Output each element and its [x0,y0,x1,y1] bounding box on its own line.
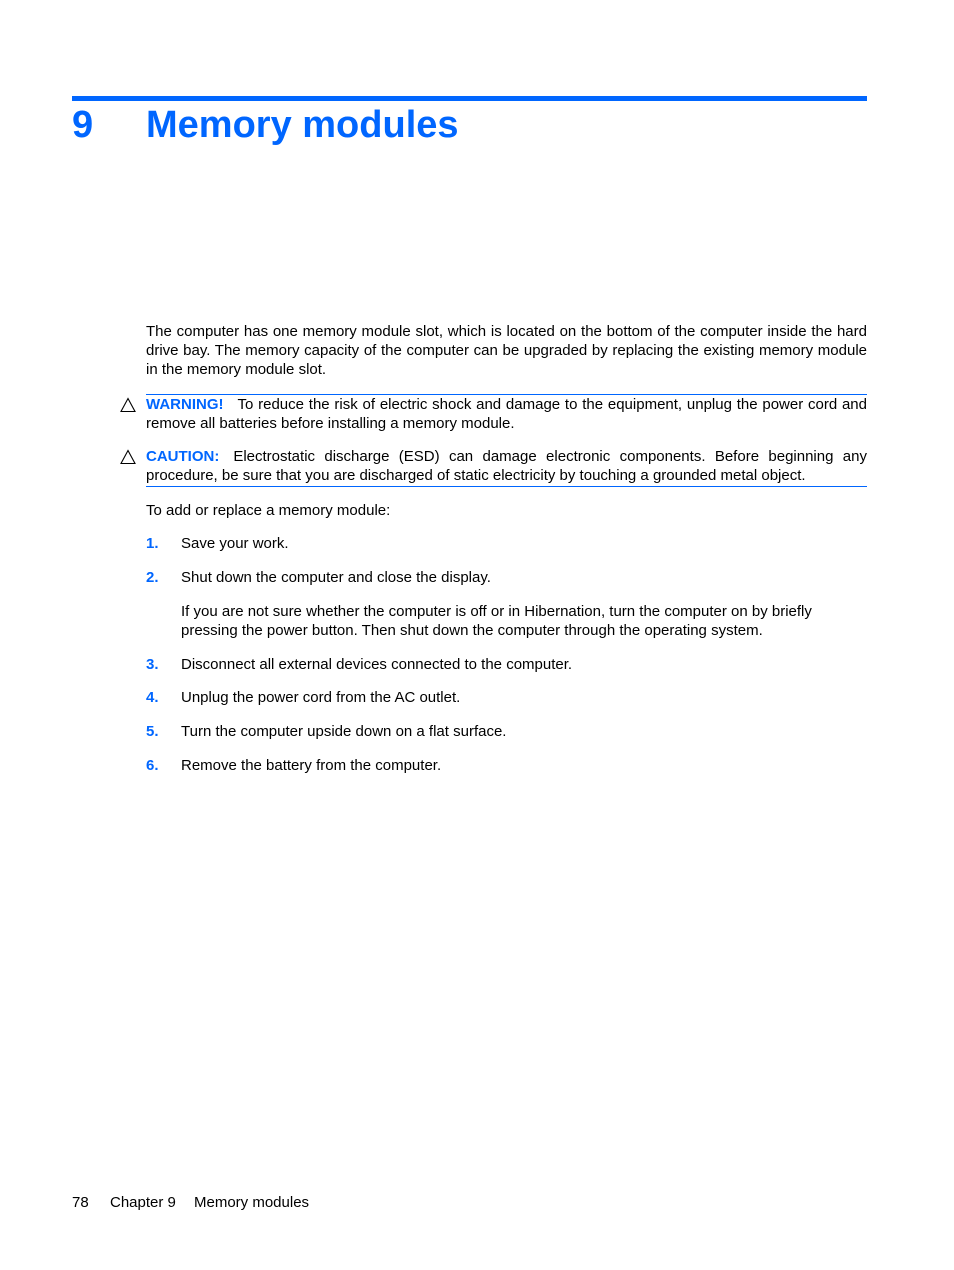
intro-paragraph: The computer has one memory module slot, which is located on the bottom of the computer inside the hard drive bay. The memory capacity of the computer can be upgraded by replacing the existing memory module in the memory module slot. [146,323,867,378]
step-number: 5. [146,723,159,740]
chapter-title: Memory modules [146,104,459,146]
warning-triangle-icon [120,397,136,413]
caution-label: CAUTION: [146,448,220,465]
footer-chapter-title: Memory modules [194,1194,310,1211]
chapter-number: 9 [72,104,94,146]
page-number: 78 [72,1194,89,1211]
caution-text: Electrostatic discharge (ESD) can damage electronic components. Before beginning any procedure, be sure that you are discharged of static electricity by touching a grounded metal object. [146,448,867,484]
page-footer [72,1193,309,1212]
warning-text: To reduce the risk of electric shock and damage to the equipment, unplug the power cord and remove all batteries before installing a memory module. [146,396,867,432]
step-text: Shut down the computer and close the display. [181,569,491,586]
caution-triangle-icon [120,449,136,465]
step-number: 1. [146,535,159,552]
notice-bottom-rule [146,486,867,487]
step-text: Unplug the power cord from the AC outlet. [181,689,461,706]
step-number: 4. [146,689,159,706]
procedure-intro: To add or replace a memory module: [146,502,391,519]
footer-chapter-label: Chapter 9 [110,1194,176,1211]
warning-label: WARNING! [146,396,224,413]
step-text: Save your work. [181,535,289,552]
step-text: Disconnect all external devices connected to the computer. [181,656,573,673]
step-number: 2. [146,569,159,586]
step-text: Remove the battery from the computer. [181,757,442,774]
step-number: 3. [146,656,159,673]
step-number: 6. [146,757,159,774]
step-text: Turn the computer upside down on a flat surface. [181,723,507,740]
step-note-text: If you are not sure whether the computer is off or in Hibernation, turn the computer on by briefly pressing the power button. Then shut down the computer through the operating system. [181,603,812,639]
